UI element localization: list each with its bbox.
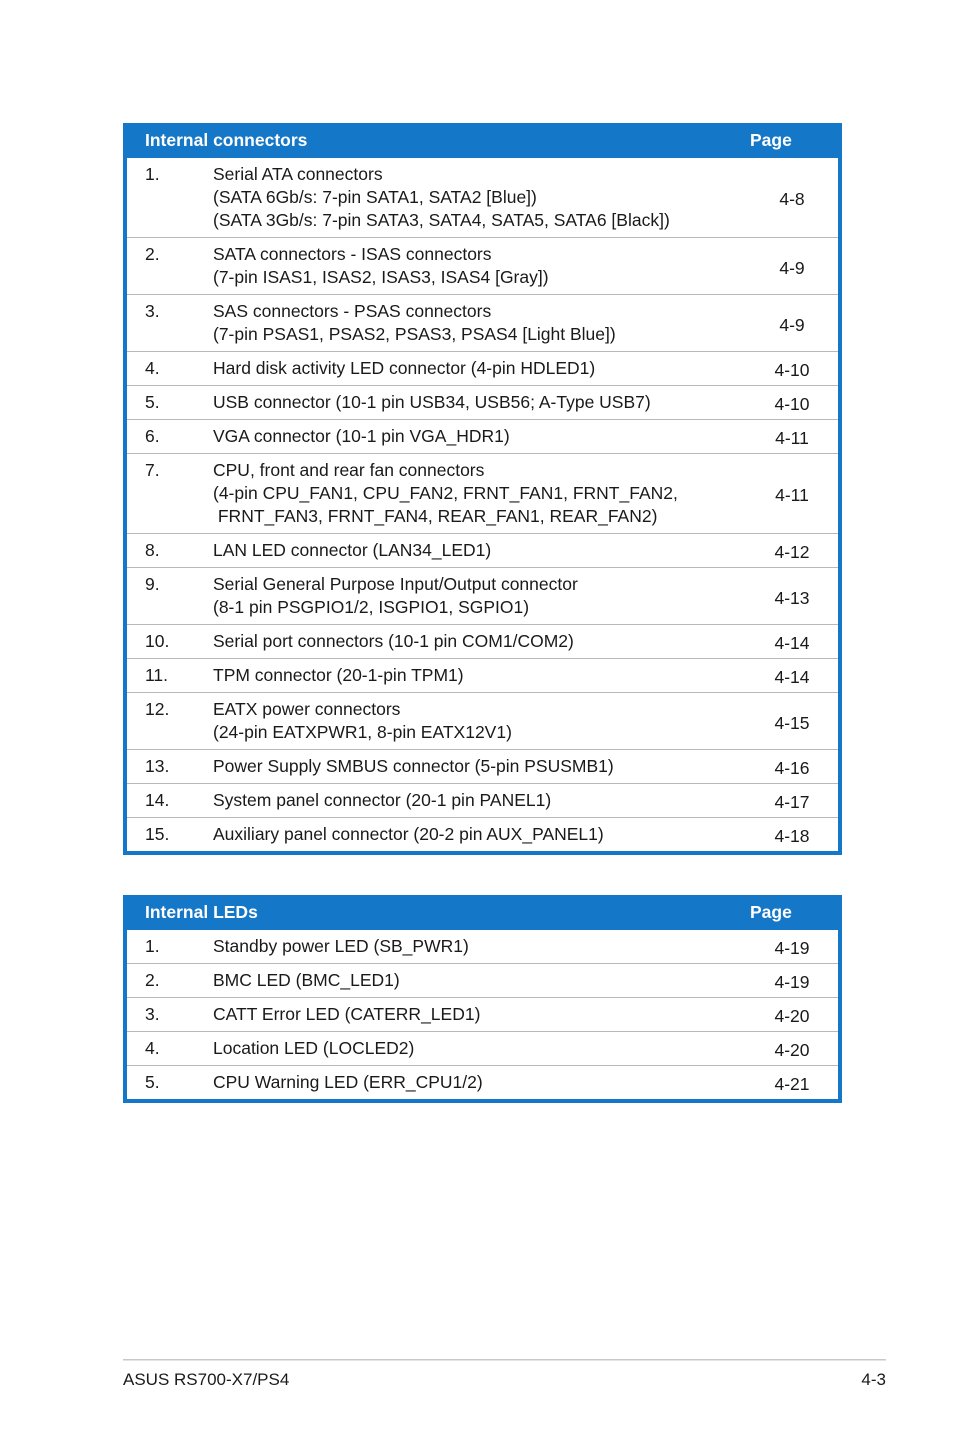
row-page-ref: 4-11 bbox=[775, 428, 809, 448]
row-number: 14. bbox=[145, 790, 170, 810]
table-row bbox=[127, 818, 838, 851]
table-body bbox=[127, 158, 838, 851]
table-row bbox=[127, 420, 838, 454]
row-page-ref: 4-20 bbox=[774, 1040, 810, 1060]
footer-product-name: ASUS RS700-X7/PS4 bbox=[123, 1370, 290, 1389]
internal-connectors-table bbox=[123, 123, 842, 855]
table-row bbox=[127, 238, 838, 295]
row-page-ref: 4-21 bbox=[774, 1074, 810, 1094]
row-page-ref: 4-12 bbox=[774, 542, 810, 562]
row-number: 1. bbox=[145, 936, 160, 956]
table-row bbox=[127, 534, 838, 568]
row-number: 9. bbox=[145, 574, 160, 594]
table-row bbox=[127, 659, 838, 693]
table-row bbox=[127, 784, 838, 818]
footer-divider bbox=[123, 1359, 886, 1361]
table-row bbox=[127, 158, 838, 238]
row-description: SAS connectors - PSAS connectors (7-pin PSAS1, PSAS2, PSAS3, PSAS4 [Light Blue]) bbox=[213, 301, 616, 344]
row-page-ref: 4-14 bbox=[774, 667, 810, 687]
row-page-ref: 4-18 bbox=[774, 826, 810, 846]
row-page-ref: 4-13 bbox=[774, 587, 810, 608]
row-page-ref: 4-9 bbox=[779, 314, 805, 335]
row-page-ref: 4-19 bbox=[774, 938, 810, 958]
row-number: 1. bbox=[145, 164, 160, 184]
row-description: Auxiliary panel connector (20-2 pin AUX_PANEL1) bbox=[213, 824, 604, 844]
row-number: 13. bbox=[145, 756, 170, 776]
table-row bbox=[127, 1032, 838, 1066]
table-row bbox=[127, 750, 838, 784]
table-row bbox=[127, 964, 838, 998]
header-page: Page bbox=[750, 130, 792, 150]
footer-page-number: 4-3 bbox=[861, 1370, 886, 1389]
header-title: Internal LEDs bbox=[145, 902, 258, 922]
row-description: CATT Error LED (CATERR_LED1) bbox=[213, 1004, 481, 1024]
table-row bbox=[127, 998, 838, 1032]
table-row bbox=[127, 295, 838, 352]
row-description: Hard disk activity LED connector (4-pin HDLED1) bbox=[213, 358, 596, 378]
table-header bbox=[123, 895, 842, 930]
row-page-ref: 4-11 bbox=[775, 485, 809, 505]
row-page-ref: 4-10 bbox=[774, 394, 810, 414]
row-number: 2. bbox=[145, 244, 160, 264]
row-description: USB connector (10-1 pin USB34, USB56; A-Type USB7) bbox=[213, 392, 651, 412]
row-page-ref: 4-10 bbox=[774, 360, 810, 380]
row-description: Power Supply SMBUS connector (5-pin PSUSMB1) bbox=[213, 756, 614, 776]
row-description: Serial port connectors (10-1 pin COM1/COM2) bbox=[213, 631, 574, 651]
row-description: Standby power LED (SB_PWR1) bbox=[213, 936, 469, 956]
row-number: 11. bbox=[145, 665, 169, 685]
row-number: 15. bbox=[145, 824, 170, 844]
row-description: VGA connector (10-1 pin VGA_HDR1) bbox=[213, 426, 510, 446]
row-description: Serial ATA connectors (SATA 6Gb/s: 7-pin SATA1, SATA2 [Blue]) (SATA 3Gb/s: 7-pin SATA3, SATA4, SATA5, SATA6 [Black]) bbox=[213, 164, 670, 230]
table-row bbox=[127, 454, 838, 534]
row-number: 5. bbox=[145, 1072, 160, 1092]
row-description: CPU, front and rear fan connectors (4-pin CPU_FAN1, CPU_FAN2, FRNT_FAN1, FRNT_FAN2, FRNT_FAN3, FRNT_FAN4, REAR_FAN1, REAR_FAN2) bbox=[213, 460, 678, 526]
row-number: 3. bbox=[145, 1004, 160, 1024]
table-row bbox=[127, 386, 838, 420]
table-row bbox=[127, 568, 838, 625]
table-row bbox=[127, 930, 838, 964]
row-description: Serial General Purpose Input/Output connector (8-1 pin PSGPIO1/2, ISGPIO1, SGPIO1) bbox=[213, 574, 578, 617]
row-page-ref: 4-16 bbox=[774, 758, 810, 778]
row-number: 4. bbox=[145, 1038, 160, 1058]
row-description: LAN LED connector (LAN34_LED1) bbox=[213, 540, 492, 560]
row-page-ref: 4-15 bbox=[774, 712, 810, 733]
row-number: 5. bbox=[145, 392, 160, 412]
row-description: System panel connector (20-1 pin PANEL1) bbox=[213, 790, 552, 810]
header-title: Internal connectors bbox=[145, 130, 308, 150]
table-row bbox=[127, 625, 838, 659]
row-number: 8. bbox=[145, 540, 160, 560]
row-page-ref: 4-9 bbox=[779, 257, 805, 278]
row-number: 12. bbox=[145, 699, 170, 719]
table-row bbox=[127, 1066, 838, 1099]
internal-leds-table bbox=[123, 895, 842, 1103]
row-description: Location LED (LOCLED2) bbox=[213, 1038, 415, 1058]
row-number: 7. bbox=[145, 460, 160, 480]
row-description: CPU Warning LED (ERR_CPU1/2) bbox=[213, 1072, 483, 1092]
table-body bbox=[127, 930, 838, 1099]
row-page-ref: 4-17 bbox=[774, 792, 810, 812]
row-page-ref: 4-8 bbox=[779, 189, 805, 209]
row-description: BMC LED (BMC_LED1) bbox=[213, 970, 400, 990]
row-number: 6. bbox=[145, 426, 160, 446]
row-number: 3. bbox=[145, 301, 160, 321]
row-description: TPM connector (20-1-pin TPM1) bbox=[213, 665, 464, 685]
row-number: 4. bbox=[145, 358, 160, 378]
table-row bbox=[127, 693, 838, 750]
row-page-ref: 4-20 bbox=[774, 1006, 810, 1026]
row-description: SATA connectors - ISAS connectors (7-pin ISAS1, ISAS2, ISAS3, ISAS4 [Gray]) bbox=[213, 244, 549, 287]
row-number: 2. bbox=[145, 970, 160, 990]
table-header bbox=[123, 123, 842, 158]
row-number: 10. bbox=[145, 631, 170, 651]
row-page-ref: 4-19 bbox=[774, 972, 810, 992]
header-page: Page bbox=[750, 902, 792, 922]
row-page-ref: 4-14 bbox=[774, 633, 810, 653]
table-row bbox=[127, 352, 838, 386]
row-description: EATX power connectors (24-pin EATXPWR1, 8-pin EATX12V1) bbox=[213, 699, 512, 742]
